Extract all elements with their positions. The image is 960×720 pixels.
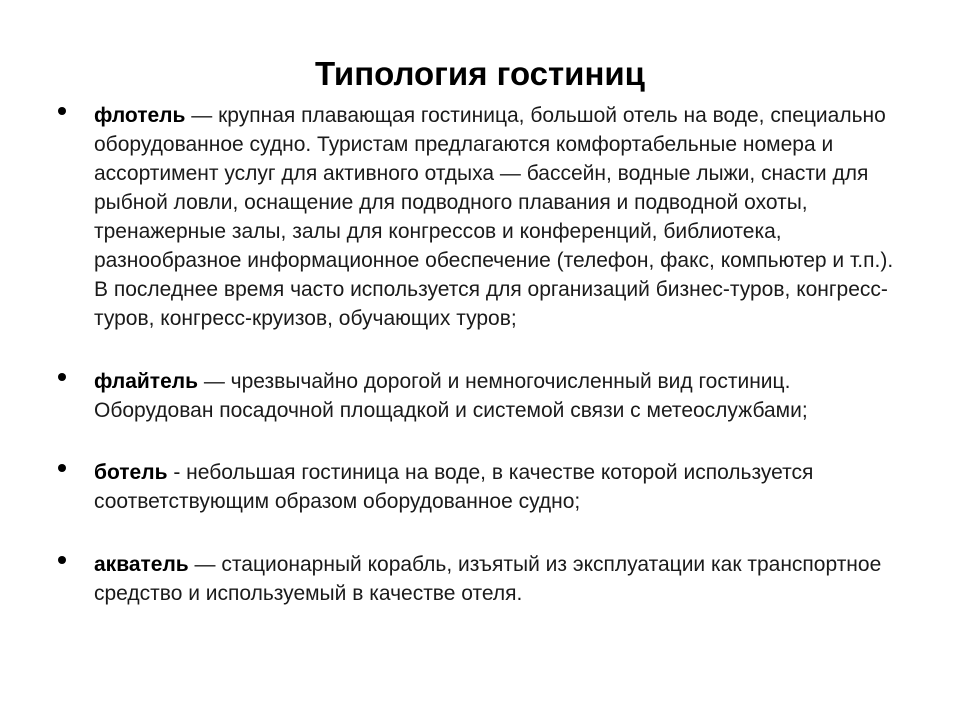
term-flaytel: флайтель (94, 370, 198, 393)
bullet-item-flotel (58, 101, 908, 333)
bullet-dot-icon (58, 373, 66, 381)
bullet-dot-icon (58, 107, 66, 115)
term-akvatel: акватель (94, 553, 189, 576)
definition-flaytel: — чрезвычайно дорогой и немногочисленный вид гостиниц. Оборудован посадочной площадкой и системой связи с метеослужбами; (94, 370, 808, 422)
definition-akvatel: — стационарный корабль, изъятый из эксплуатации как транспортное средство и используемый в качестве отеля. (94, 553, 882, 605)
definition-flotel: — крупная плавающая гостиница, большой отель на воде, специально оборудованное судно. Туристам предлагаются комфортабельные номера и ассортимент услуг для активного отдыха — бассейн, водные лыжи, снасти для рыбной ловли, оснащение для подводного плавания и подводной охоты, тренажерные залы, залы для конгрессов и конференций, библиотека, разнообразное информационное обеспечение (телефон, факс, компьютер и т.п.). В последнее время часто используется для организаций бизнес-туров, конгресс-туров, конгресс-круизов, обучающих туров; (94, 104, 894, 330)
bullet-item-botel (58, 458, 908, 516)
bullet-dot-icon (58, 556, 66, 564)
term-flotel: флотель (94, 104, 186, 127)
definition-botel: - небольшая гостиница на воде, в качестве которой используется соответствующим образом оборудованное судно; (94, 461, 814, 513)
bullet-list (58, 101, 908, 608)
term-botel: ботель (94, 461, 168, 484)
slide-title: Типология гостиниц (315, 55, 645, 92)
bullet-dot-icon (58, 464, 66, 472)
bullet-item-akvatel (58, 550, 908, 608)
bullet-item-flaytel (58, 367, 908, 425)
